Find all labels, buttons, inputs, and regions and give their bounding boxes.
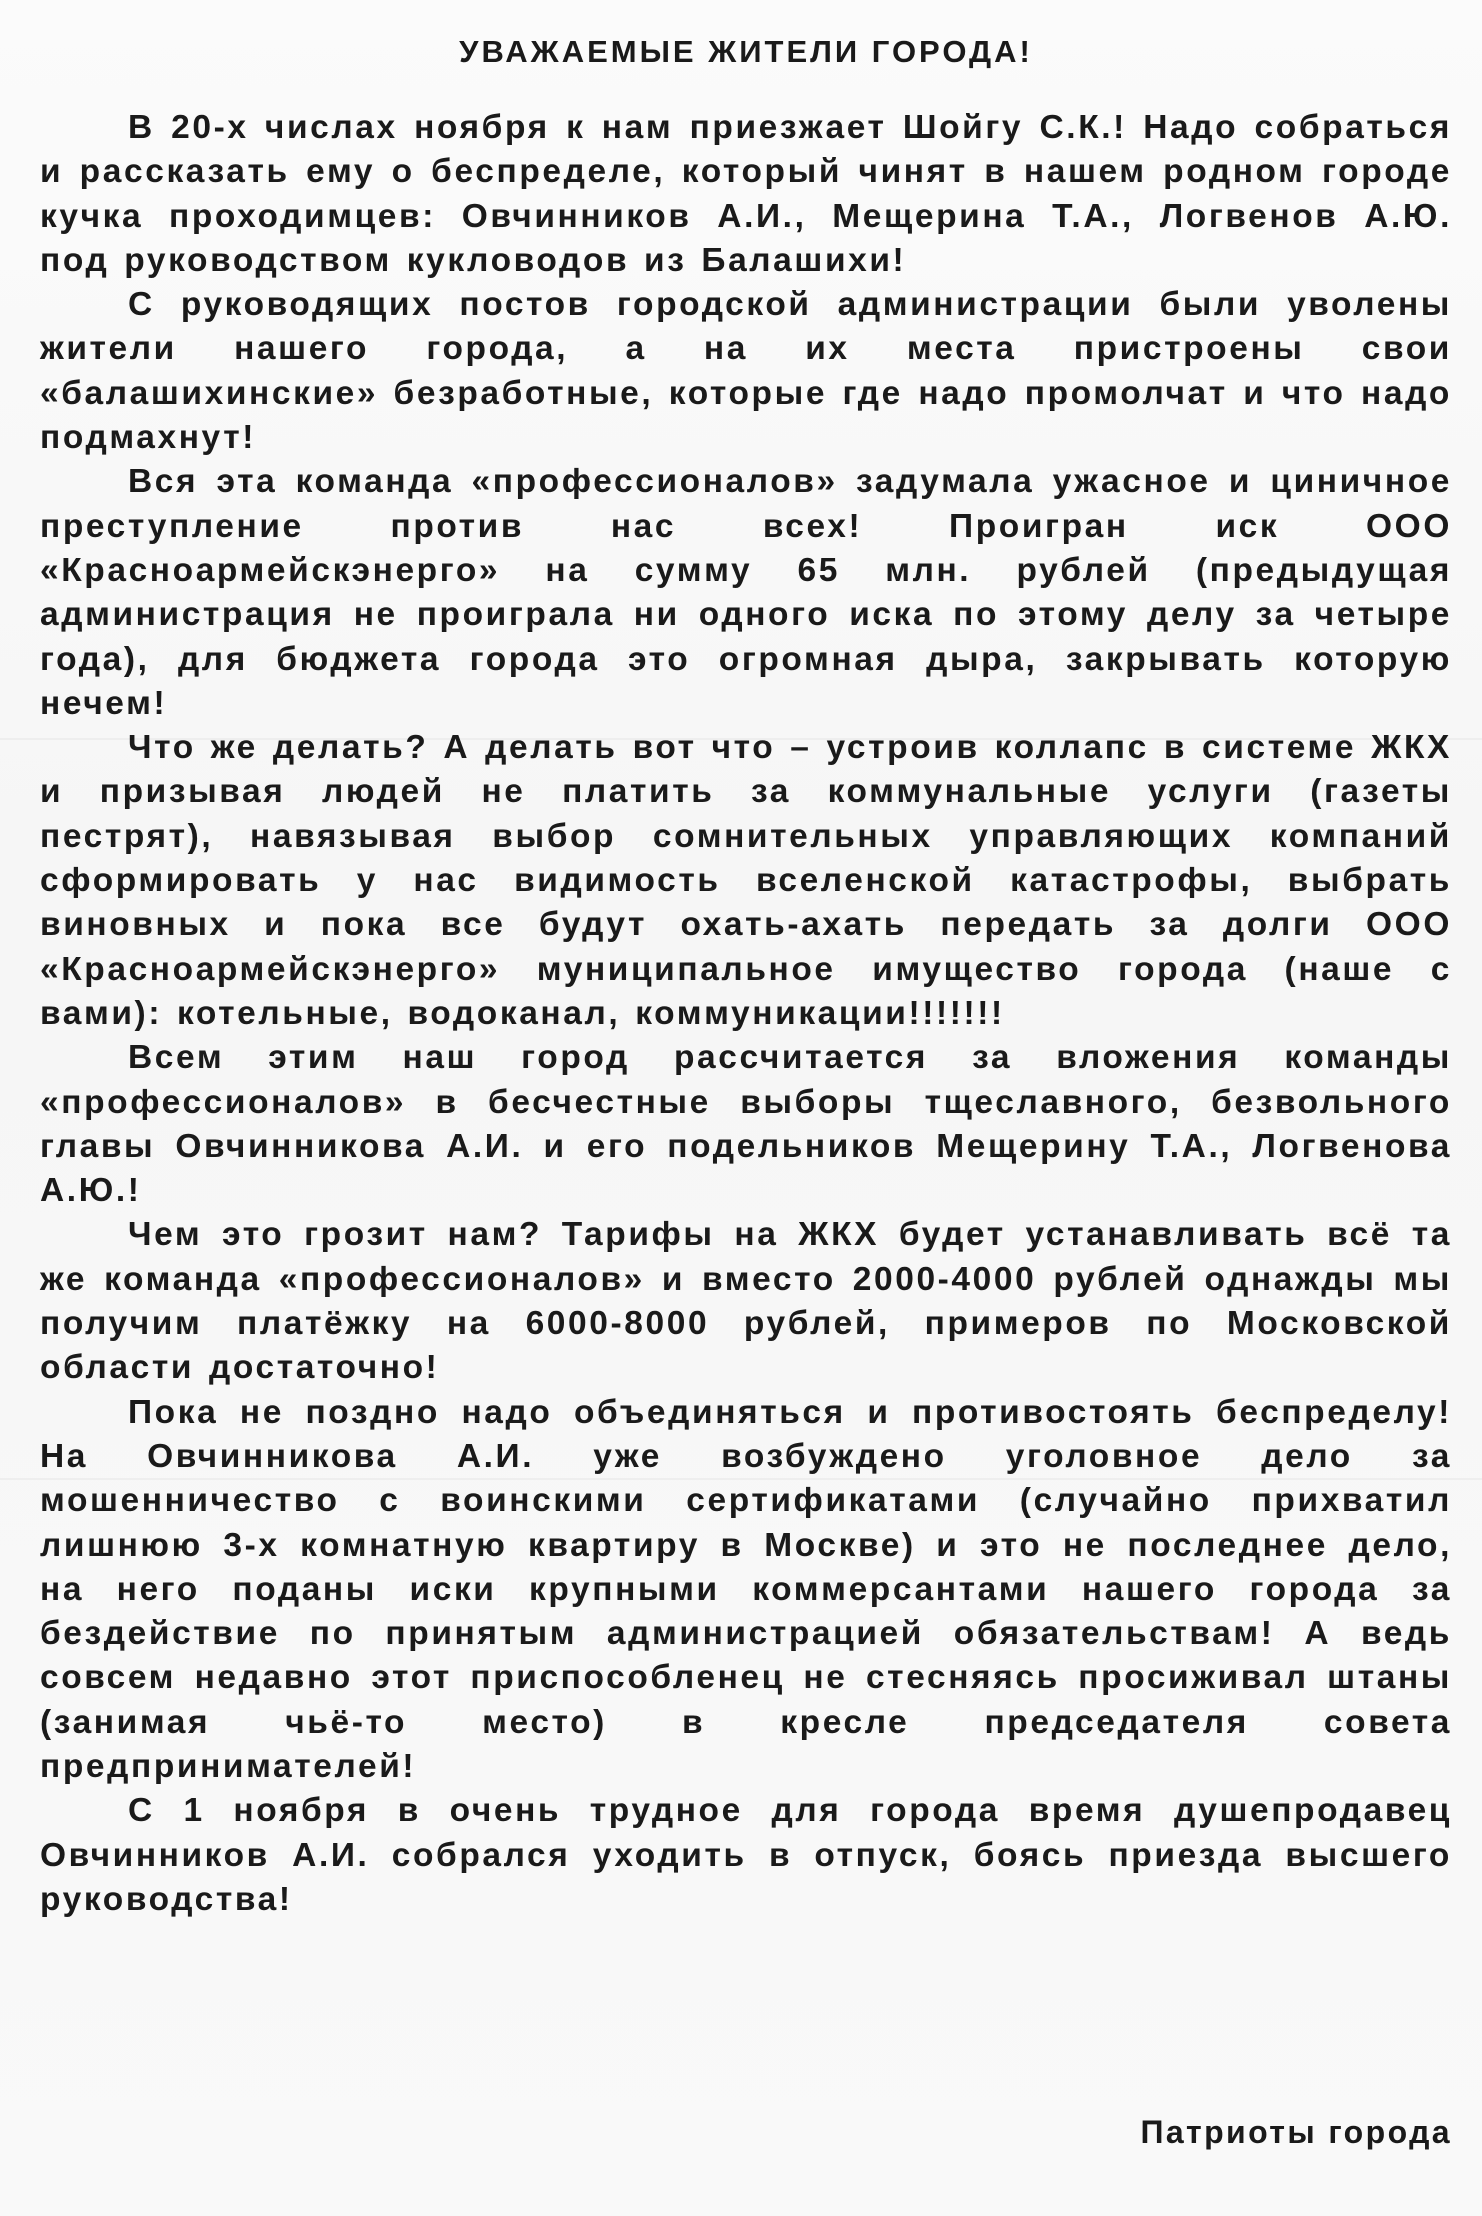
paragraph-2: С руководящих постов городской администрации были уволены жители нашего города, а на их места пристроены свои «балашихинские» безработные, которые где надо промолчат и что надо подмахнут! — [40, 286, 1452, 457]
paper-fold-line — [0, 738, 1482, 740]
paragraph-6: Чем это грозит нам? Тарифы на ЖКХ будет устанавливать всё та же команда «профессионалов» и вместо 2000-4000 рублей однажды мы получим платёжку на 6000-8000 рублей, примеров по Московской области достаточно! — [40, 1216, 1452, 1387]
paragraph-7: Пока не поздно надо объединяться и противостоять беспределу! На Овчинникова А.И. уже возбуждено уголовное дело за мошенничество с воинскими сертификатами (случайно прихватил лишнюю 3-х комнатную квартиру в Москве) и это не последнее дело, на него поданы иски крупными коммерсантами нашего города за бездействие по принятым администрацией обязательствам! А ведь совсем недавно этот приспособленец не стесняясь просиживал штаны (занимая чьё-то место) в кресле председателя совета предпринимателей! — [40, 1393, 1452, 1785]
paragraph-3: Вся эта команда «профессионалов» задумала ужасное и циничное преступление против нас всех! Проигран иск ООО «Красноармейскэнерго» на сумму 65 млн. рублей (предыдущая администрация не проиграла ни одного иска по этому делу за четыре года), для бюджета города это огромная дыра, закрывать которую нечем! — [40, 463, 1452, 722]
signature: Патриоты города — [1140, 2114, 1452, 2150]
paragraph-8: С 1 ноября в очень трудное для города время душепродавец Овчинников А.И. собрался уходить в отпуск, боясь приезда высшего руководства! — [40, 1792, 1452, 1918]
paragraph-5: Всем этим наш город рассчитается за вложения команды «профессионалов» в бесчестные выборы тщеславного, безвольного главы Овчинникова А.И. и его подельников Мещерину Т.А., Логвенова А.Ю.! — [40, 1039, 1452, 1210]
paragraph-1: В 20-х числах ноября к нам приезжает Шойгу С.К.! Надо собраться и рассказать ему о беспределе, который чинят в нашем родном городе кучка проходимцев: Овчинников А.И., Мещерина Т.А., Логвенов А.Ю. под руководством кукловодов из Балашихи! — [40, 109, 1452, 279]
document-body — [40, 106, 1452, 1922]
document-title: УВАЖАЕМЫЕ ЖИТЕЛИ ГОРОДА! — [459, 34, 1033, 69]
paragraph-4: Что же делать? А делать вот что – устроив коллапс в системе ЖКХ и призывая людей не платить за коммунальные услуги (газеты пестрят), навязывая выбор сомнительных управляющих компаний сформировать у нас видимость вселенской катастрофы, выбрать виновных и пока все будут охать-ахать передать за долги ООО «Красноармейскэнерго» муниципальное имущество города (наше с вами): котельные, водоканал, коммуникации!!!!!!! — [40, 729, 1452, 1032]
paper-fold-line — [0, 1478, 1482, 1480]
